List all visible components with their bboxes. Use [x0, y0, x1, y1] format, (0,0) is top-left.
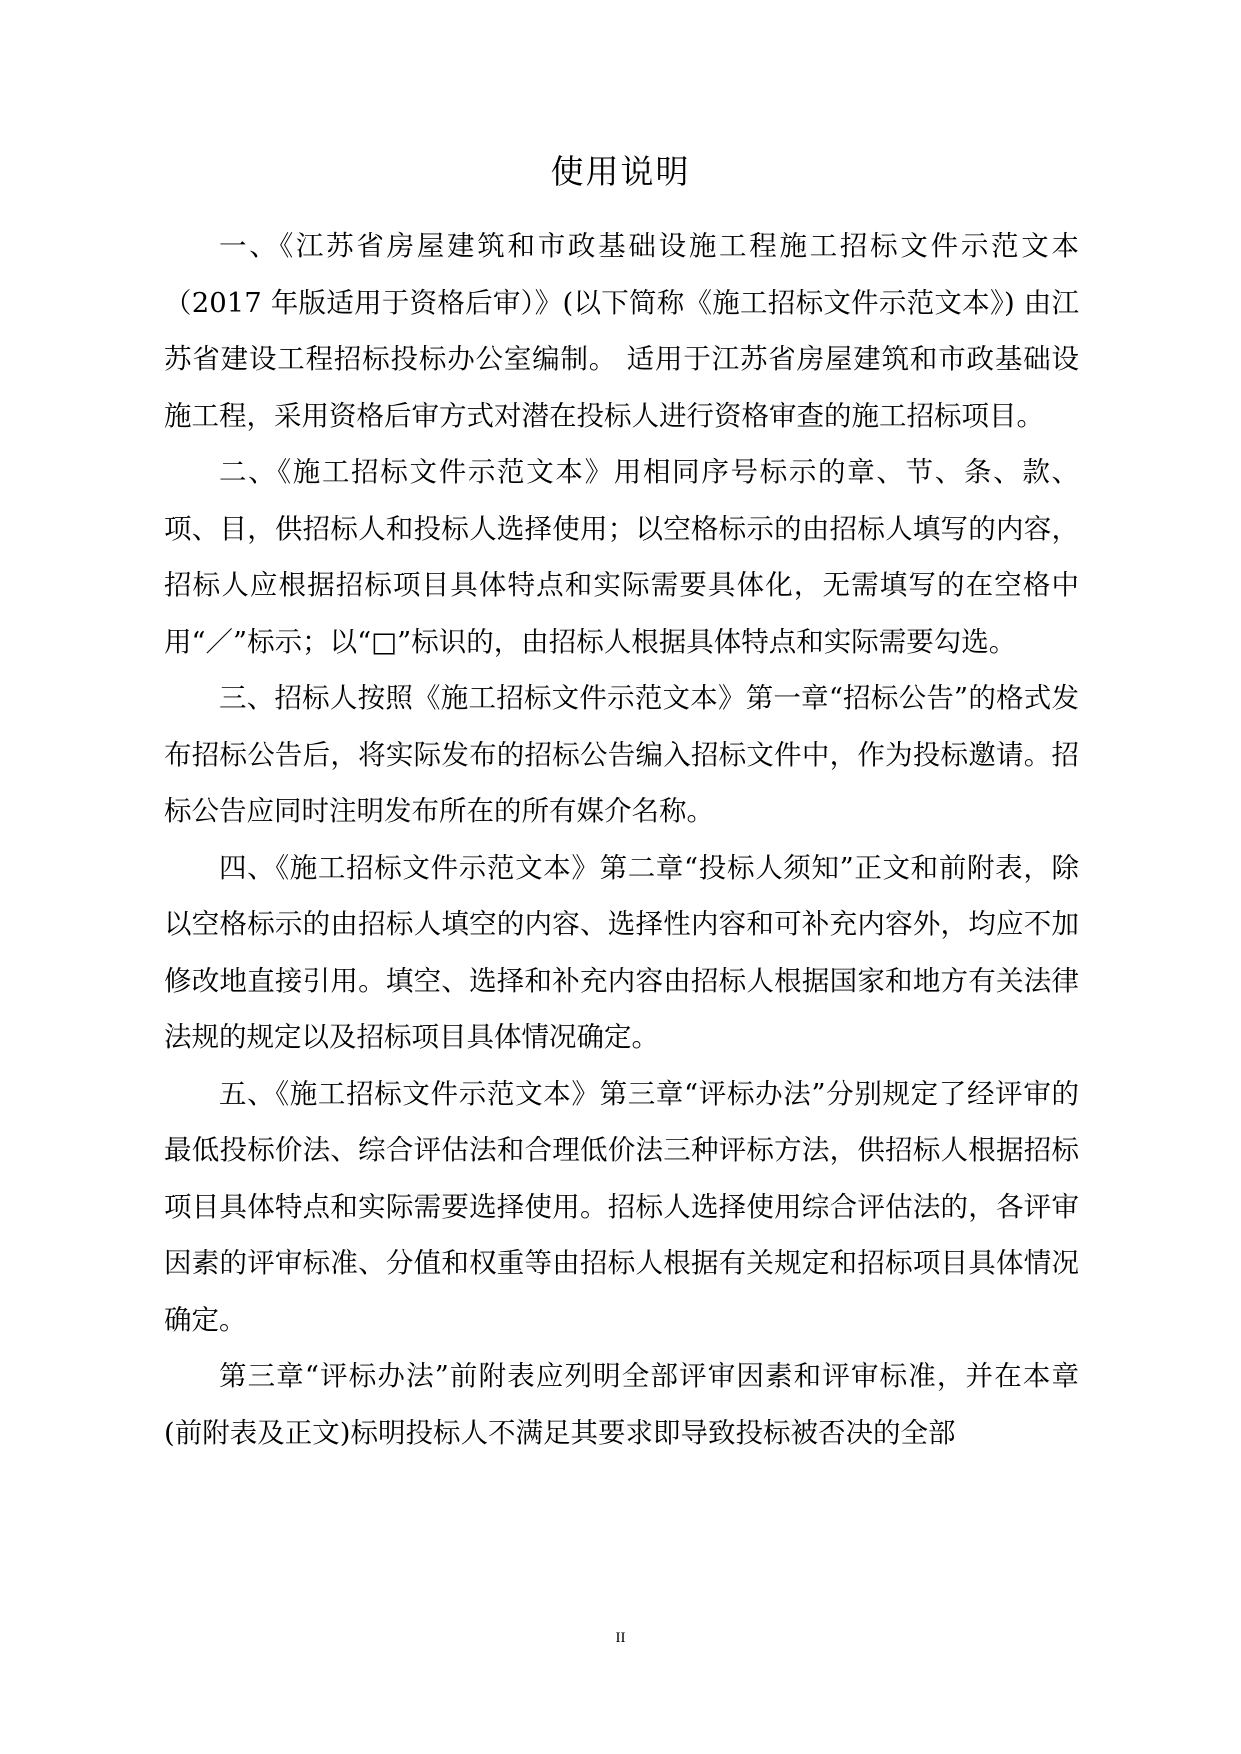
paragraph-6: 第三章“评标办法”前附表应列明全部评审因素和评审标准，并在本章(前附表及正文)标明投标人不满足其要求即导致投标被否决的全部: [164, 1360, 1079, 1449]
page-title: 使用说明: [550, 152, 691, 191]
paragraph-1: 一、《江苏省房屋建筑和市政基础设施工程施工招标文件示范文本（2017 年版适用于资格后审）》(以下简称《施工招标文件示范文本》) 由江苏省建设工程招标投标办公室编制。 适用于江苏省房屋建筑和市政基础设施工程，采用资格后审方式对潜在投标人进行资格审查的施工招标项目。: [164, 230, 1079, 432]
paragraph-3: 三、招标人按照《施工招标文件示范文本》第一章“招标公告”的格式发布招标公告后，将实际发布的招标公告编入招标文件中，作为投标邀请。招标公告应同时注明发布所在的所有媒介名称。: [164, 682, 1079, 827]
page-number: II: [615, 1630, 626, 1646]
paragraph-2: 二、《施工招标文件示范文本》用相同序号标示的章、节、条、款、项、目，供招标人和投标人选择使用；以空格标示的由招标人填写的内容，招标人应根据招标项目具体特点和实际需要具体化，无需填写的在空格中用“／”标示；以“□”标识的，由招标人根据具体特点和实际需要勾选。: [164, 456, 1079, 658]
paragraph-5: 五、《施工招标文件示范文本》第三章“评标办法”分别规定了经评审的最低投标价法、综合评估法和合理低价法三种评标方法，供招标人根据招标项目具体特点和实际需要选择使用。招标人选择使用综合评估法的，各评审因素的评审标准、分值和权重等由招标人根据有关规定和招标项目具体情况确定。: [164, 1077, 1079, 1336]
document-body: [164, 218, 1079, 1461]
paragraph-4: 四、《施工招标文件示范文本》第二章“投标人须知”正文和前附表，除以空格标示的由招标人填空的内容、选择性内容和可补充内容外，均应不加修改地直接引用。填空、选择和补充内容由招标人根据国家和地方有关法律法规的规定以及招标项目具体情况确定。: [164, 851, 1079, 1053]
